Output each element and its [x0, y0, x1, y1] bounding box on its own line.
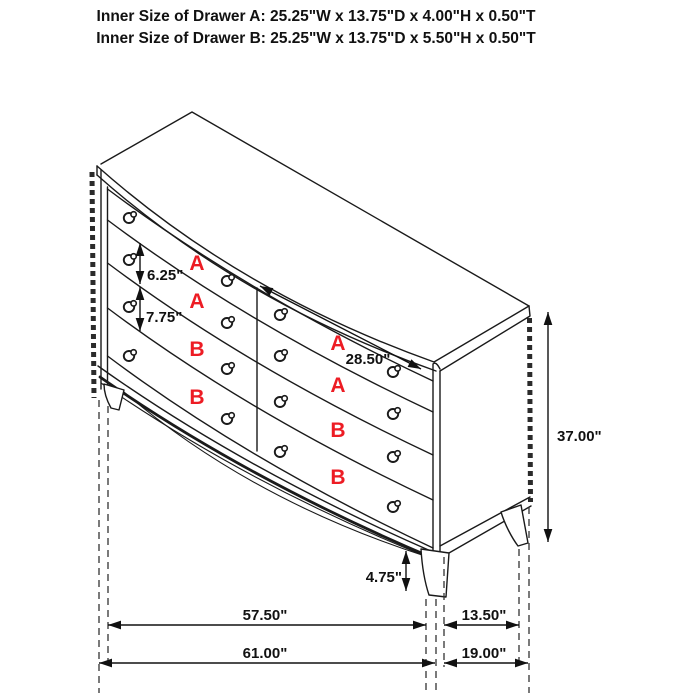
drawer-label-right-3: B	[330, 419, 346, 442]
right-post	[433, 363, 440, 555]
rear-left-edge	[92, 172, 94, 398]
dimension-front-leg-span	[108, 607, 426, 625]
drawer-knob	[388, 451, 401, 462]
top-front-edge	[97, 166, 434, 362]
drawer-knob	[222, 317, 235, 328]
dim-overall-depth-text: 19.00"	[461, 645, 507, 662]
dimension-overall-width	[99, 645, 435, 663]
drawer-label-right-2: A	[330, 374, 346, 397]
front-left-leg	[104, 384, 124, 410]
front-right-leg	[421, 549, 449, 597]
inner-size-drawer-a: Inner Size of Drawer A: 25.25"W x 13.75"D x 4.00"H x 0.50"T	[96, 8, 536, 25]
base-molding	[100, 377, 433, 558]
drawer-separator	[108, 356, 434, 548]
dim-drawer-b-height-text: 7.75"	[146, 309, 183, 326]
drawer-knob	[222, 363, 235, 374]
dresser-body	[92, 112, 531, 597]
drawer-knob	[124, 301, 137, 312]
dimension-overall-depth	[444, 645, 528, 663]
left-post	[101, 170, 108, 389]
drawer-knob	[275, 396, 288, 407]
dim-leg-height-text: 4.75"	[365, 569, 402, 586]
drawer-knob	[388, 408, 401, 419]
drawer-label-right-4: B	[330, 466, 346, 489]
dim-drawer-column-width-text: 28.50"	[345, 351, 391, 368]
dim-drawer-a-height-text: 6.25"	[147, 267, 184, 284]
inner-size-drawer-b: Inner Size of Drawer B: 25.25"W x 13.75"D x 5.50"H x 0.50"T	[96, 30, 536, 47]
drawer-knob	[275, 350, 288, 361]
dimension-drawer-b-height	[140, 287, 182, 331]
drawer-knob	[124, 350, 137, 361]
apron-bottom-edge	[124, 392, 428, 557]
dim-overall-height-text: 37.00"	[557, 428, 602, 445]
drawer-knob	[388, 501, 401, 512]
drawer-separator	[108, 308, 434, 500]
dim-overall-width-text: 61.00"	[242, 645, 288, 662]
drawer-knob	[222, 275, 235, 286]
drawer-label-left-3: B	[189, 338, 205, 361]
rear-right-edge	[530, 318, 531, 502]
dimension-drawer-a-height	[140, 243, 183, 284]
drawer-knob	[222, 413, 235, 424]
drawer-knob	[124, 212, 137, 223]
dim-side-leg-span-text: 13.50"	[461, 607, 507, 624]
dimension-side-leg-span	[444, 607, 519, 625]
drawer-knob	[275, 309, 288, 320]
drawer-knob	[275, 446, 288, 457]
dim-front-leg-span-text: 57.50"	[242, 607, 288, 624]
dimension-overall-height	[548, 312, 602, 542]
drawer-label-left-2: A	[189, 290, 205, 313]
top-right-edge	[434, 306, 529, 362]
drawer-label-left-1: A	[189, 252, 205, 275]
drawer-label-left-4: B	[189, 386, 205, 409]
top-slab-bottom-side	[440, 306, 530, 371]
drawer-label-right-1: A	[330, 332, 346, 355]
drawer-knob	[124, 254, 137, 265]
rear-right-leg	[501, 505, 528, 546]
dimension-leg-height	[366, 551, 406, 591]
